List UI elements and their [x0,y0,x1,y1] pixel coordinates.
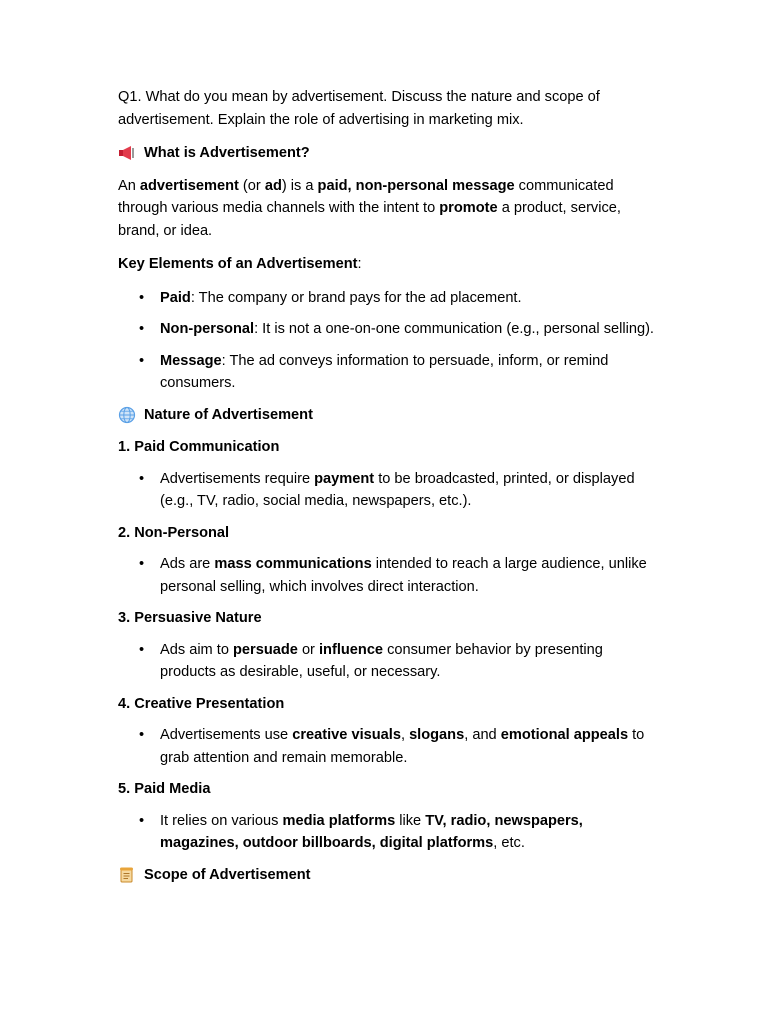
what-is-heading-text: What is Advertisement? [144,145,310,161]
scope-heading-text: Scope of Advertisement [144,866,311,883]
nature-heading [118,404,658,427]
nature-item-list [118,639,658,684]
list-item: • Message: The ad conveys information to persuade, inform, or remind consumers. [160,350,658,395]
list-item: • Ads aim to persuade or influence consumer behavior by presenting products as desirable, useful, or necessary. [160,639,658,684]
list-item: • Advertisements use creative visuals, slogans, and emotional appeals to grab attention and remain memorable. [160,724,658,769]
nature-item-title: 2. Non-Personal [118,524,230,541]
list-item: • Paid: The company or brand pays for the ad placement. [160,287,658,310]
nature-item-list [118,810,658,855]
list-item: • Ads are mass communications intended to reach a large audience, unlike personal selling, which involves direct interaction. [160,553,658,598]
nature-item-list [118,468,658,513]
key-elements-label: Key Elements of an Advertisement: [118,256,362,272]
nature-item-title: 5. Paid Media [118,781,211,797]
nature-heading-text: Nature of Advertisement [144,406,313,423]
megaphone-icon [118,144,136,162]
nature-item-list [118,724,658,769]
key-elements-list [118,287,658,395]
scope-heading [118,864,658,887]
nature-item-list [118,553,658,598]
list-item: • Advertisements require payment to be broadcasted, printed, or displayed (e.g., TV, radio, social media, newspapers, etc.). [160,468,658,513]
question-text: Q1. What do you mean by advertisement. Discuss the nature and scope of advertisement. Explain the role of advertising in marketing mix. [118,89,600,128]
document-page [118,86,658,896]
what-is-heading [118,142,658,165]
nature-item-title: 4. Creative Presentation [118,695,285,712]
nature-item-title: 1. Paid Communication [118,439,280,455]
nature-item-title: 3. Persuasive Nature [118,610,262,626]
list-item: • Non-personal: It is not a one-on-one communication (e.g., personal selling). [160,318,658,341]
list-item: • It relies on various media platforms like TV, radio, newspapers, magazines, outdoor billboards, digital platforms, etc. [160,810,658,855]
definition-paragraph: An advertisement (or ad) is a paid, non-personal message communicated through various media channels with the intent to promote a product, service, brand, or idea. [118,177,621,239]
scroll-icon [118,866,136,884]
globe-icon [118,406,136,424]
